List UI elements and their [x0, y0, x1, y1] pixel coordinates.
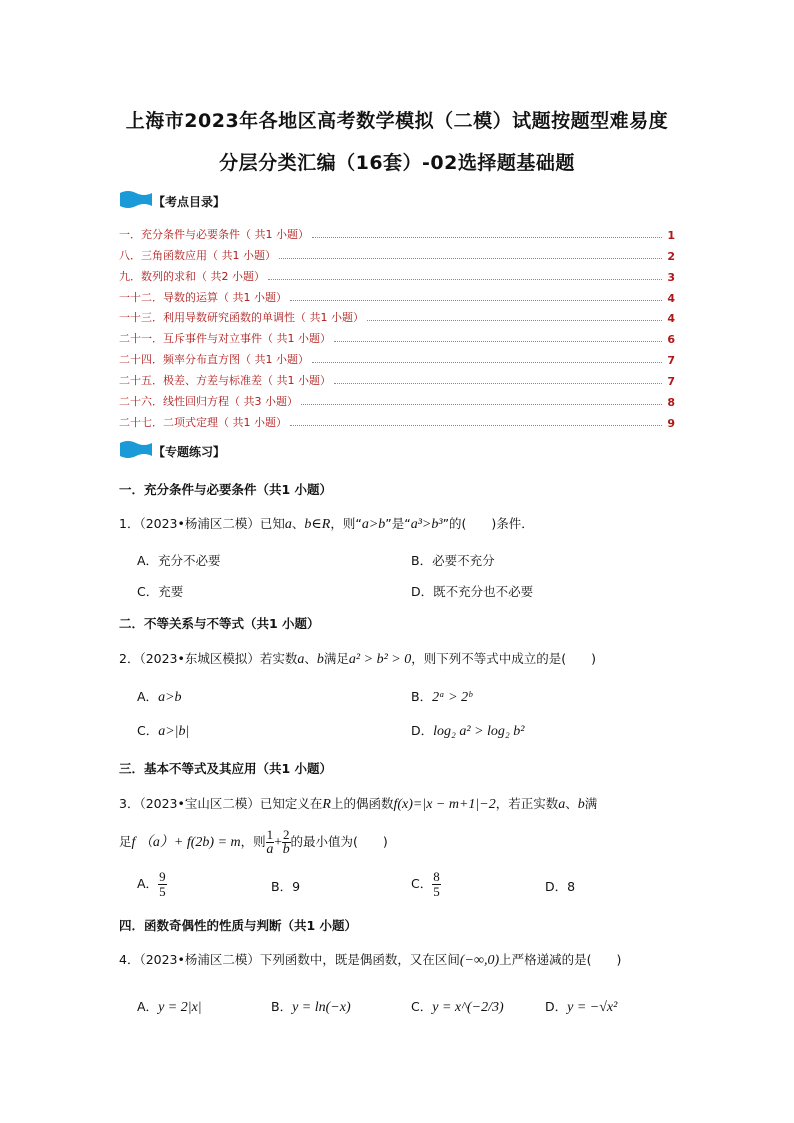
- toc-item-label: 一十二．导数的运算（ 共1 小题）: [119, 290, 287, 304]
- toc-item-page: 9: [667, 416, 675, 430]
- section-heading: 三．基本不等式及其应用（共1 小题）: [119, 761, 333, 776]
- toc-item[interactable]: [119, 284, 675, 305]
- option-a[interactable]: A． $\frac{9}{5}$: [137, 869, 166, 899]
- option-d[interactable]: D．既不充分也不必要: [411, 584, 534, 599]
- section-heading: 一．充分条件与必要条件（共1 小题）: [119, 482, 333, 497]
- flag-icon: [119, 189, 153, 211]
- question-2: 2．（2023•东城区模拟）若实数a、b满足a² > b² > 0，则下列不等式中成立的是( ): [119, 651, 596, 667]
- toc-item-page: 7: [667, 375, 675, 389]
- practice-heading-label: 【专题练习】: [153, 445, 226, 459]
- toc-item-label: 二十六．线性回归方程（ 共3 小题）: [119, 395, 298, 409]
- toc-item[interactable]: [119, 388, 675, 409]
- question-3-line-2: 足f （a）+ f(2b) = m，则 $\frac{1}{a}$ + $\frac{2}{b}$ 的最小值为( ): [119, 827, 388, 857]
- toc-item-label: 二十五．极差、方差与标准差（ 共1 小题）: [119, 374, 331, 388]
- toc-item-label: 九．数列的求和（ 共2 小题）: [119, 269, 265, 283]
- option-b[interactable]: B．y = ln(−x): [271, 999, 351, 1015]
- option-a[interactable]: A．a>b: [137, 689, 182, 705]
- option-c[interactable]: C．y = x^(−2/3): [411, 999, 504, 1015]
- toc-item[interactable]: [119, 221, 675, 242]
- toc-item-label: 二十四．频率分布直方图（ 共1 小题）: [119, 353, 309, 367]
- fraction: $\frac{2}{b}$: [282, 827, 290, 857]
- option-c[interactable]: C． $\frac{8}{5}$: [411, 869, 440, 899]
- toc-item[interactable]: [119, 325, 675, 346]
- toc-item-label: 一十三．利用导数研究函数的单调性（ 共1 小题）: [119, 311, 364, 325]
- toc-item[interactable]: [119, 367, 675, 388]
- option-d[interactable]: D．log₂ a² > log₂ b²: [411, 723, 525, 739]
- section-heading: 四．函数奇偶性的性质与判断（共1 小题）: [119, 918, 358, 933]
- option-d[interactable]: D．y = −√x²: [545, 999, 618, 1015]
- toc-item[interactable]: [119, 305, 675, 326]
- table-of-contents: [119, 221, 675, 430]
- toc-item-page: 1: [667, 228, 675, 242]
- option-b[interactable]: B．9: [271, 879, 301, 894]
- toc-item-page: 6: [667, 333, 675, 347]
- toc-item-page: 8: [667, 396, 675, 410]
- toc-item-page: 3: [667, 270, 675, 284]
- toc-item[interactable]: [119, 263, 675, 284]
- option-d[interactable]: D．8: [545, 879, 576, 894]
- option-c[interactable]: C．a>|b|: [137, 723, 190, 739]
- toc-heading-label: 【考点目录】: [153, 195, 226, 209]
- toc-item-page: 4: [667, 291, 675, 305]
- option-b[interactable]: B．必要不充分: [411, 553, 495, 568]
- doc-title-line-2: 分层分类汇编（16套）-02选择题基础题: [219, 152, 575, 174]
- question-1: 1．（2023•杨浦区二模）已知a、b∈R，则“a>b”是“a³>b³”的( )条件．: [119, 516, 534, 532]
- toc-item[interactable]: [119, 409, 675, 430]
- toc-item-page: 7: [667, 354, 675, 368]
- toc-item-label: 一．充分条件与必要条件（ 共1 小题）: [119, 227, 309, 241]
- toc-item[interactable]: [119, 346, 675, 367]
- flag-icon: [119, 439, 153, 461]
- doc-title-line-1: 上海市2023年各地区高考数学模拟（二模）试题按题型难易度: [125, 110, 669, 132]
- toc-item-label: 二十一．互斥事件与对立事件（ 共1 小题）: [119, 332, 331, 346]
- toc-item[interactable]: [119, 242, 675, 263]
- question-3: 3．（2023•宝山区二模）已知定义在R上的偶函数f(x)=|x − m+1|−2，若正实数a、b满: [119, 796, 598, 812]
- question-4: 4．（2023•杨浦区二模）下列函数中，既是偶函数，又在区间(−∞,0)上严格递减的是( ): [119, 952, 622, 968]
- fraction: $\frac{1}{a}$: [266, 827, 274, 857]
- toc-item-page: 2: [667, 249, 675, 263]
- option-b[interactable]: B．2ᵃ > 2ᵇ: [411, 689, 472, 705]
- toc-item-label: 八．三角函数应用（ 共1 小题）: [119, 248, 276, 262]
- option-a[interactable]: A．充分不必要: [137, 553, 221, 568]
- toc-item-page: 4: [667, 312, 675, 326]
- section-heading: 二．不等关系与不等式（共1 小题）: [119, 616, 320, 631]
- toc-item-label: 二十七．二项式定理（ 共1 小题）: [119, 415, 287, 429]
- option-a[interactable]: A．y = 2|x|: [137, 999, 202, 1015]
- option-c[interactable]: C．充要: [137, 584, 184, 599]
